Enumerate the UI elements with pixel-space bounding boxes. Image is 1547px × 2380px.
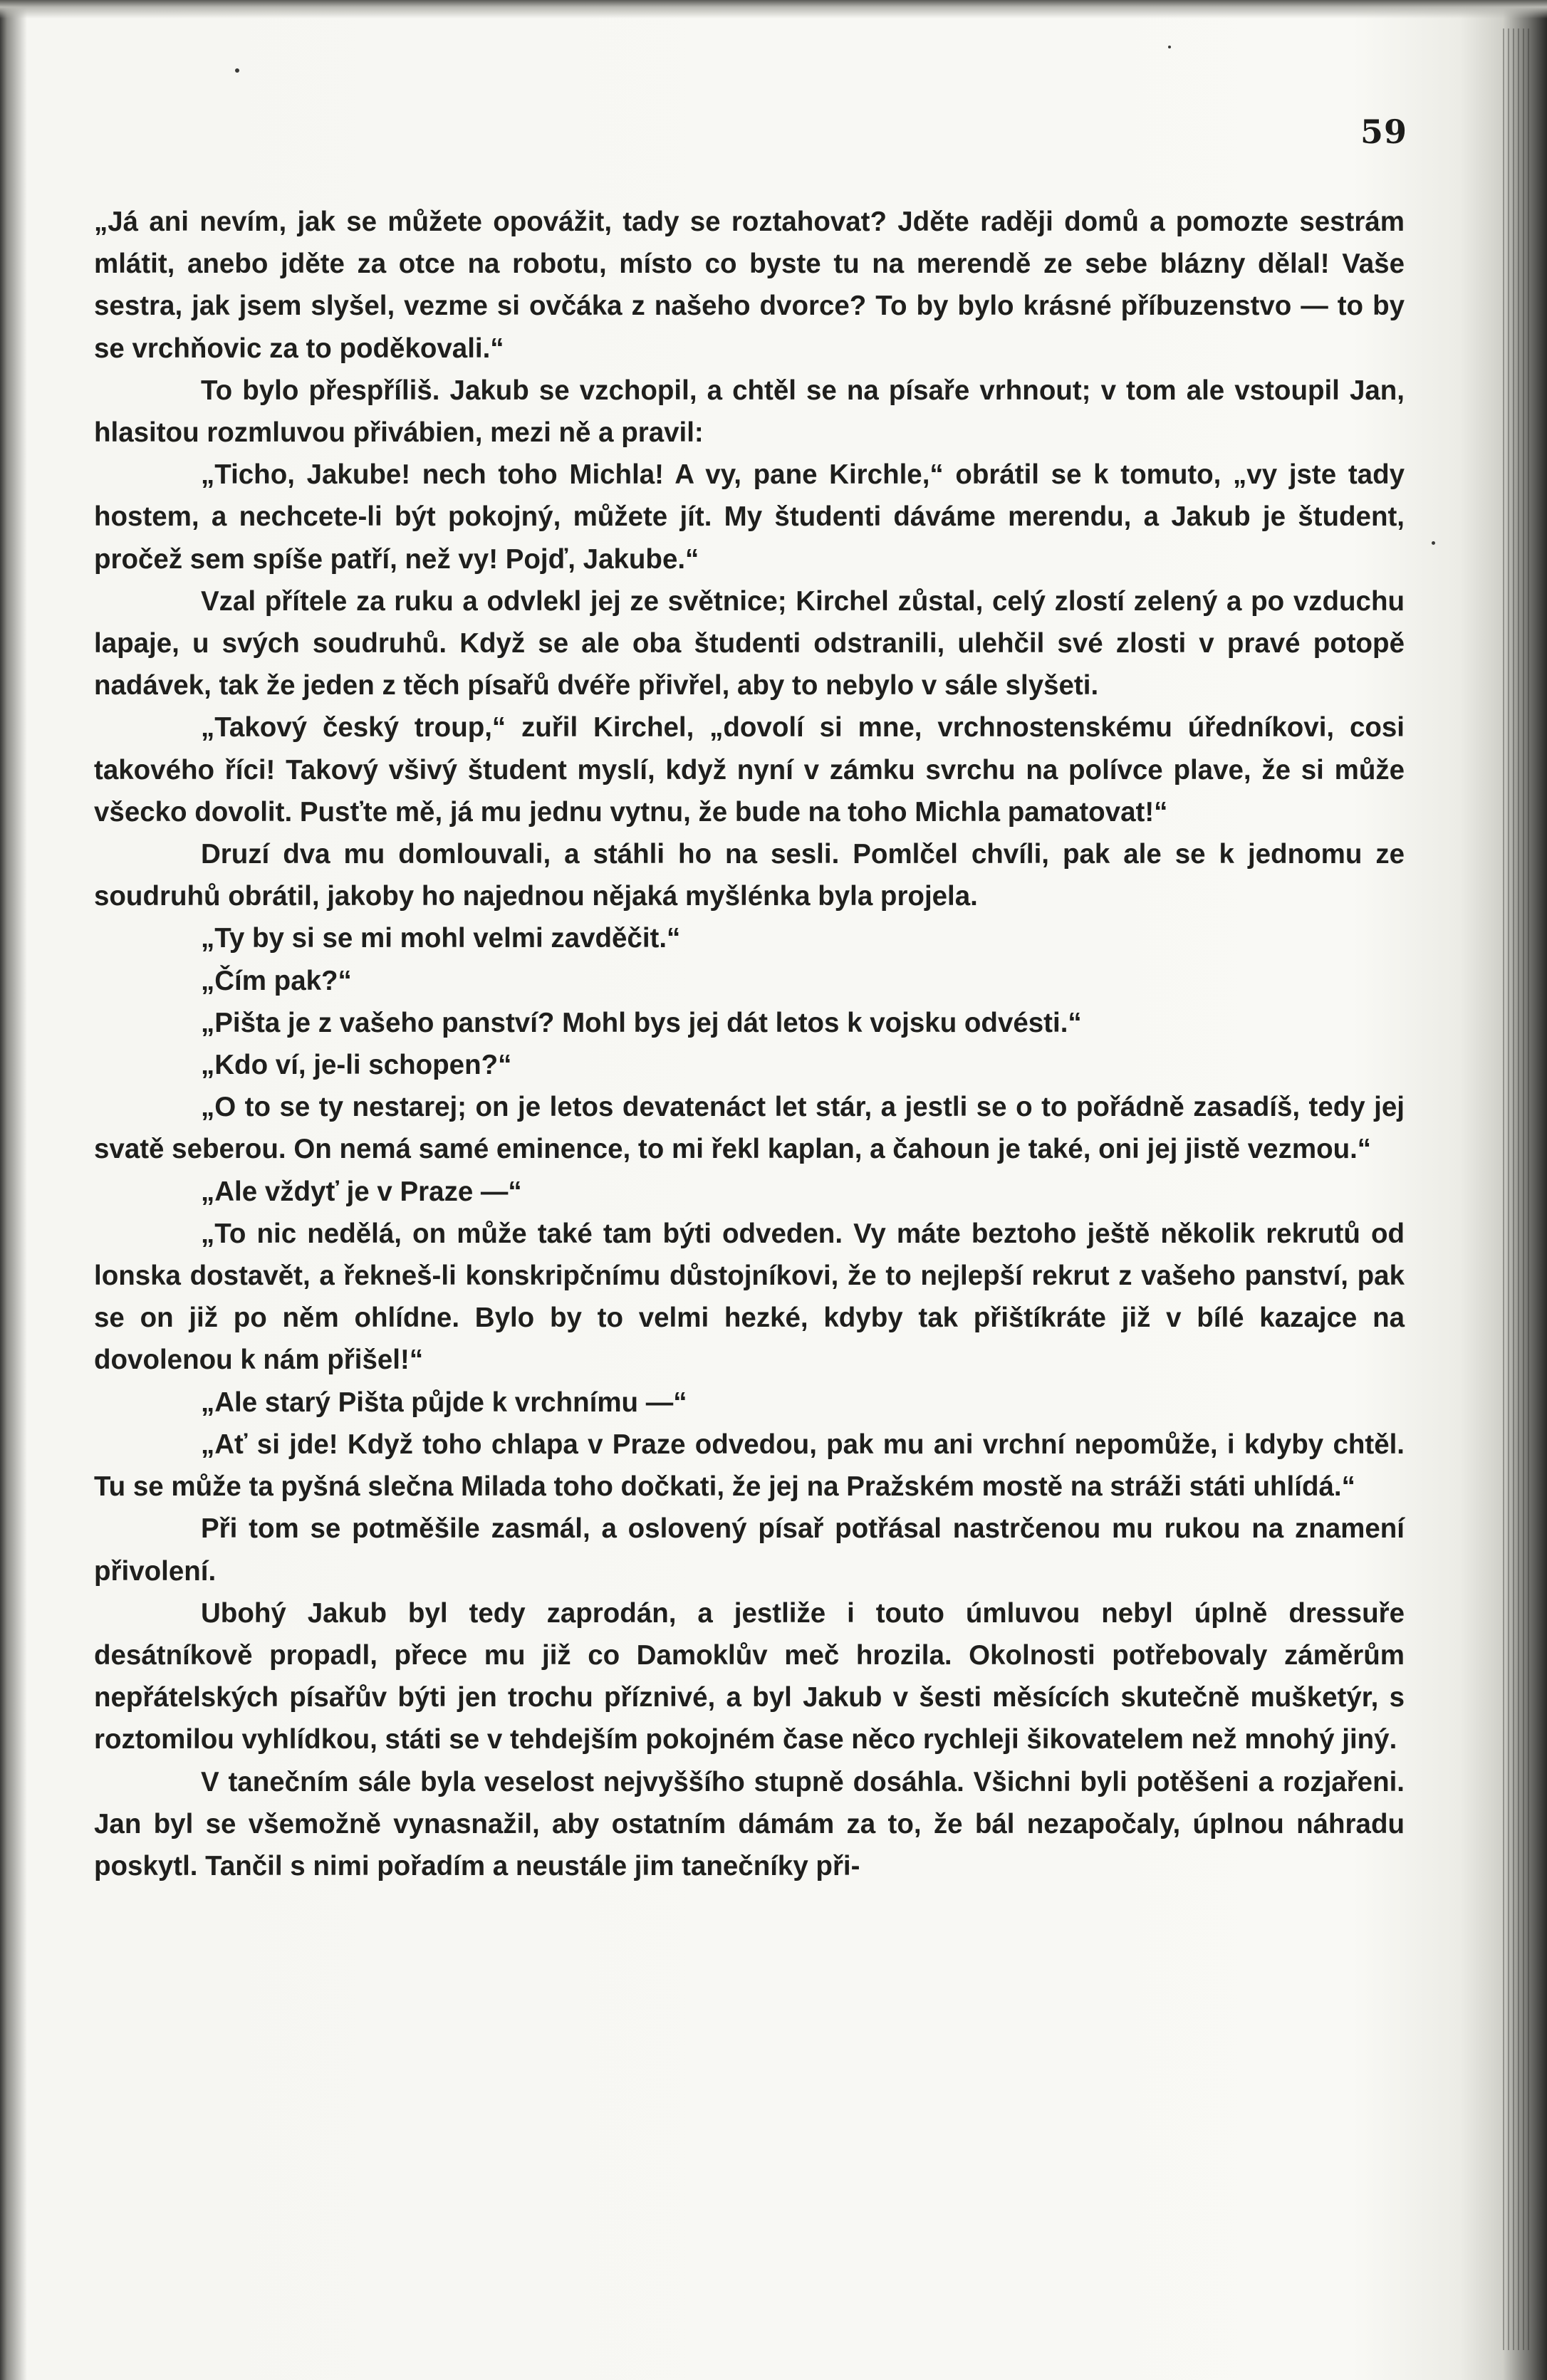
top-edge-shadow (0, 0, 1547, 19)
paragraph-4: Vzal přítele za ruku a odvlekl jej ze světnice; Kirchel zůstal, celý zlostí zelený a po vzduchu lapaje, u svých soudruhů. Když se ale oba študenti odstranili, ulehčil své zlosti v pravé potopě nadávek, tak že jeden z těch písařů dvéře přivřel, aby to nebylo v sále slyšeti. (94, 585, 1405, 701)
paragraph-12: „Ale vždyť je v Praze —“ (201, 1176, 522, 1207)
paragraph-7: „Ty by si se mi mohl velmi zavděčit.“ (201, 923, 681, 954)
paragraph-2: To bylo přespříliš. Jakub se vzchopil, a chtěl se na písaře vrhnout; v tom ale vstoupil Jan, hlasitou rozmluvou přivábien, mezi ně a pravil: (94, 375, 1405, 449)
paragraph-18: V tanečním sále byla veselost nejvyššího stupně dosáhla. Všichni byli potěšeni a rozjařeni. Jan byl se všemožně vynasnažil, aby ostatním dámám za to, že bál nezapočaly, úplnou náhradu poskytl. Tančil s nimi pořadím a neustále jim tanečníky při- (94, 1766, 1405, 1881)
paragraph-13: „To nic nedělá, on může také tam býti odveden. Vy máte beztoho ještě několik rekrutů od lonska dostavět, a řekneš-li konskripčnímu důstojníkovi, že to nejlepší rekrut z vašeho panství, pak se on již po něm ohlídne. Bylo by to velmi hezké, kdyby tak přištíkráte již v bílé kazajce na dovolenou k nám přišel!“ (94, 1218, 1405, 1376)
paragraph-3: „Ticho, Jakube! nech toho Michla! A vy, pane Kirchle,“ obrátil se k tomuto, „vy jste tady hostem, a nechcete-li být pokojný, můžete jít. My študenti dáváme merendu, a Jakub je študent, pročež sem spíše patří, než vy! Pojď, Jakube.“ (94, 459, 1405, 575)
page-number: 59 (1360, 113, 1408, 151)
paragraph-10: „Kdo ví, je-li schopen?“ (201, 1050, 512, 1081)
paragraph-17: Ubohý Jakub byl tedy zaprodán, a jestliže i touto úmluvou nebyl úplně dressuře desátníkově propadl, přece mu již co Damoklův meč hrozila. Okolnosti potřebovaly záměrům nepřátelských písařův býti jen trochu příznivé, a byl Jakub v šesti měsících skutečně mušketýr, s roztomilou vyhlídkou, státi se v tehdejším pokojném čase něco rychleji šikovatelem než mnohý jiný. (94, 1597, 1405, 1755)
paragraph-1: „Já ani nevím, jak se můžete opovážit, tady se roztahovat? Jděte raději domů a pomozte sestrám mlátit, anebo jděte za otce na robotu, místo co byste tu na merendě ze sebe blázny dělal! Vaše sestra, jak jsem slyšel, vezme si ovčáka z našeho dvorce? To by bylo krásné příbuzenstvo — to by se vrchňovic za to poděkovali.“ (94, 207, 1405, 364)
paragraph-14: „Ale starý Pišta půjde k vrchnímu —“ (201, 1387, 687, 1418)
scan-speck (235, 68, 239, 73)
paragraph-5: „Takový český troup,“ zuřil Kirchel, „dovolí si mne, vrchnostenskému úředníkovi, cosi takového říci! Takový všivý študent myslí, když nyní v zámku svrchu na polívce plave, že si může všecko dovolit. Pusťte mě, já mu jednu vytnu, že bude na toho Michla pamatovat!“ (94, 712, 1405, 828)
body-text (94, 201, 1405, 1887)
paragraph-11: „O to se ty nestarej; on je letos devatenáct let stár, a jestli se o to pořádně zasadíš, tedy jej svatě seberou. On nemá samé eminence, to mi řekl kaplan, a čahoun je také, oni jej jistě vezmou.“ (94, 1092, 1405, 1165)
scan-speck (1432, 541, 1435, 545)
paragraph-15: „Ať si jde! Když toho chlapa v Praze odvedou, pak mu ani vrchní nepomůže, i kdyby chtěl. Tu se může ta pyšná slečna Milada toho dočkati, že jej na Pražském mostě na stráži státi uhlídá.“ (94, 1429, 1405, 1503)
paragraph-9: „Pišta je z vašeho panství? Mohl bys jej dát letos k vojsku odvésti.“ (201, 1007, 1082, 1038)
scan-speck (1168, 46, 1171, 48)
paragraph-8: „Čím pak?“ (201, 965, 352, 996)
book-page-edges (1503, 28, 1531, 2350)
paragraph-16: Při tom se potměšile zasmál, a oslovený písař potřásal nastrčenou mu rukou na znamení přivolení. (94, 1513, 1405, 1587)
paragraph-6: Druzí dva mu domlouvali, a stáhli ho na sesli. Pomlčel chvíli, pak ale se k jednomu ze soudruhů obrátil, jakoby ho najednou nějaká myšlénka byla projela. (94, 839, 1405, 912)
